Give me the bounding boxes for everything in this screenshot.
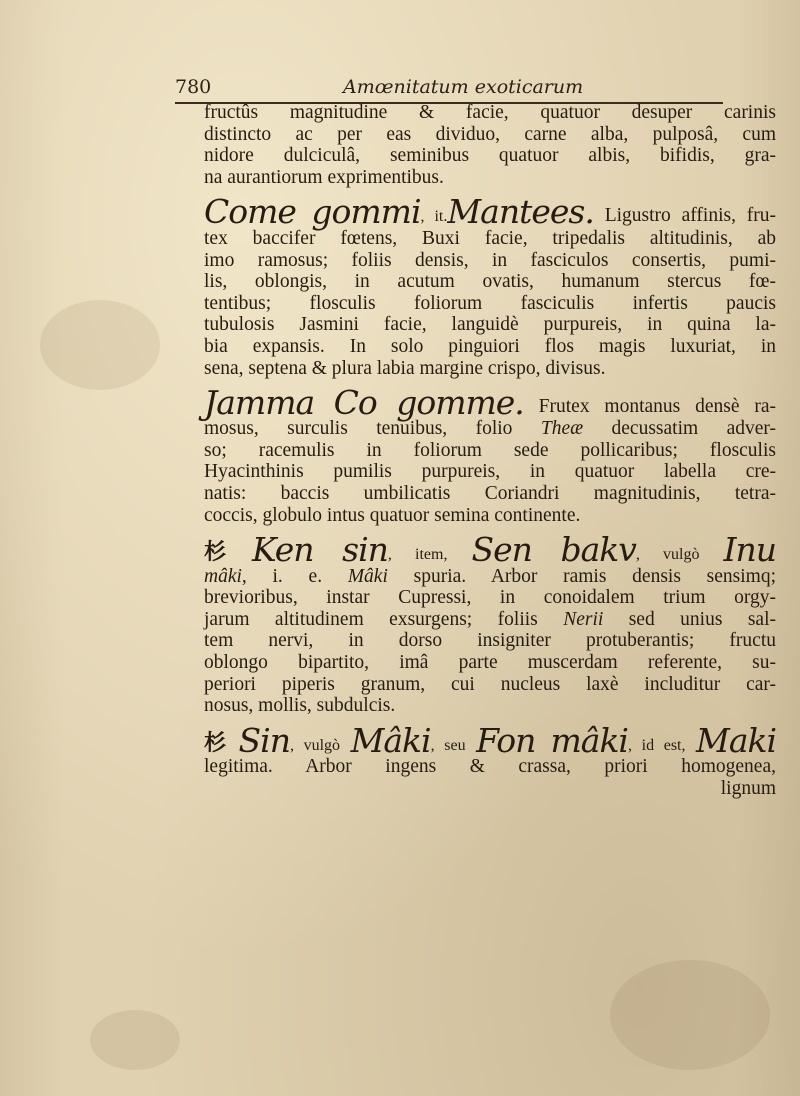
- page-number: 780: [175, 76, 212, 98]
- catchword: lignum: [720, 778, 776, 800]
- italic-term: Theæ: [540, 418, 584, 440]
- kanji-glyph: 杉: [204, 540, 229, 566]
- italic-term: Nerii: [563, 608, 604, 630]
- text-fragment: mosus, surculis tenuibus, folio: [204, 418, 513, 440]
- text-line: distincto ac per eas dividuo, carne alba, pulposâ, cum: [204, 123, 776, 145]
- entry-sin: [204, 720, 777, 800]
- title-separator: , vulgò: [635, 546, 700, 564]
- text-fragment: jarum altitudinem exsurgens; foliis: [204, 608, 538, 630]
- page-header: [175, 74, 735, 102]
- title-separator: , it.: [420, 208, 448, 226]
- text-line: nidore dulciculâ, seminibus quatuor albis, bifidis, gra-: [204, 145, 776, 167]
- text-line: coccis, globulo intus quatuor semina continente.: [204, 504, 581, 526]
- text-line: fructûs magnitudine & facie, quatuor desuper carinis: [204, 102, 776, 123]
- text-line: legitima. Arbor ingens & crassa, priori homogenea,: [204, 756, 776, 778]
- text-line: na aurantiorum exprimentibus.: [204, 166, 444, 188]
- entry-alt-title: Maki: [696, 720, 777, 760]
- text-line: bia expansis. In solo pinguiori flos magis luxuriat, in: [204, 335, 776, 357]
- entry-come-gommi: [204, 192, 777, 379]
- entry-title: Sin: [238, 720, 290, 760]
- paper-stain: [610, 960, 770, 1070]
- text-fragment: decussatim adver-: [611, 418, 777, 440]
- paper-stain: [40, 300, 160, 390]
- text-line: periori piperis granum, cui nucleus laxè includitur car-: [204, 673, 776, 695]
- text-line: oblongo bipartito, imâ parte muscerdam referente, su-: [204, 652, 776, 674]
- paragraph-continuation: [204, 102, 776, 188]
- text-line: tem nervi, in dorso insigniter protuberantis; fructu: [204, 630, 776, 652]
- title-separator: , vulgò: [289, 736, 341, 754]
- entry-alt-title: Inu: [723, 530, 777, 570]
- text-line: Hyacinthinis pumilis purpureis, in quatuor labella cre-: [204, 461, 776, 483]
- text-line: [204, 609, 776, 631]
- text-fragment: Frutex montanus densè ra-: [538, 396, 777, 418]
- title-separator: , seu: [430, 736, 466, 754]
- entry-title: Jamma Co gomme.: [204, 383, 524, 423]
- entry-title: Ken sin: [252, 530, 388, 570]
- text-line: [204, 418, 776, 440]
- entry-alt-title: Fon mâki: [476, 720, 628, 760]
- text-line: natis: baccis umbilicatis Coriandri magnitudinis, tetra-: [204, 482, 776, 504]
- text-line: [204, 566, 776, 588]
- entry-alt-title: Mantees.: [447, 192, 594, 232]
- text-fragment: sed unius sal-: [628, 608, 776, 630]
- italic-term: Mâki: [347, 565, 388, 587]
- text-fragment: Ligustro affinis, fru-: [604, 205, 777, 227]
- text-line: lis, oblongis, in acutum ovatis, humanum stercus fœ-: [204, 271, 776, 293]
- text-line: brevioribus, instar Cupressi, in conoidalem trium orgy-: [204, 587, 776, 609]
- text-line: tex baccifer fœtens, Buxi facie, tripedalis altitudinis, ab: [204, 227, 776, 249]
- text-fragment: spuria. Arbor ramis densis sensimq;: [413, 565, 776, 587]
- entry-title: Come gommi: [204, 192, 421, 232]
- entry-ken-sin: [204, 530, 777, 717]
- title-separator: , item,: [387, 546, 448, 564]
- entry-alt-title: Sen bakv: [471, 530, 636, 570]
- text-line: tubulosis Jasmini facie, languidè purpureis, in quina la-: [204, 314, 776, 336]
- text-line: tentibus; flosculis foliorum fasciculis infertis paucis: [204, 292, 776, 314]
- text-line: so; racemulis in foliorum sede pollicaribus; flosculis: [204, 439, 776, 461]
- italic-term: mâki: [204, 565, 242, 587]
- kanji-glyph: 杉: [204, 730, 229, 756]
- text-line: nosus, mollis, subdulcis.: [204, 695, 396, 717]
- title-separator: , id est,: [628, 736, 686, 754]
- paper-stain: [90, 1010, 180, 1070]
- entry-heading-line: [204, 192, 777, 232]
- entry-heading-line: [204, 720, 777, 760]
- entry-heading-line: [204, 530, 777, 570]
- text-fragment: , i. e.: [241, 565, 323, 587]
- running-title: Amœnitatum exoticarum: [343, 76, 584, 98]
- entry-jamma-co-gomme: [204, 383, 777, 526]
- text-line: sena, septena & plura labia margine crispo, divisus.: [204, 357, 606, 379]
- entry-heading-line: [204, 383, 777, 423]
- text-line: imo ramosus; foliis densis, in fasciculos consertis, pumi-: [204, 249, 776, 271]
- entry-alt-title: Mâki: [350, 720, 431, 760]
- body-text: [204, 102, 776, 800]
